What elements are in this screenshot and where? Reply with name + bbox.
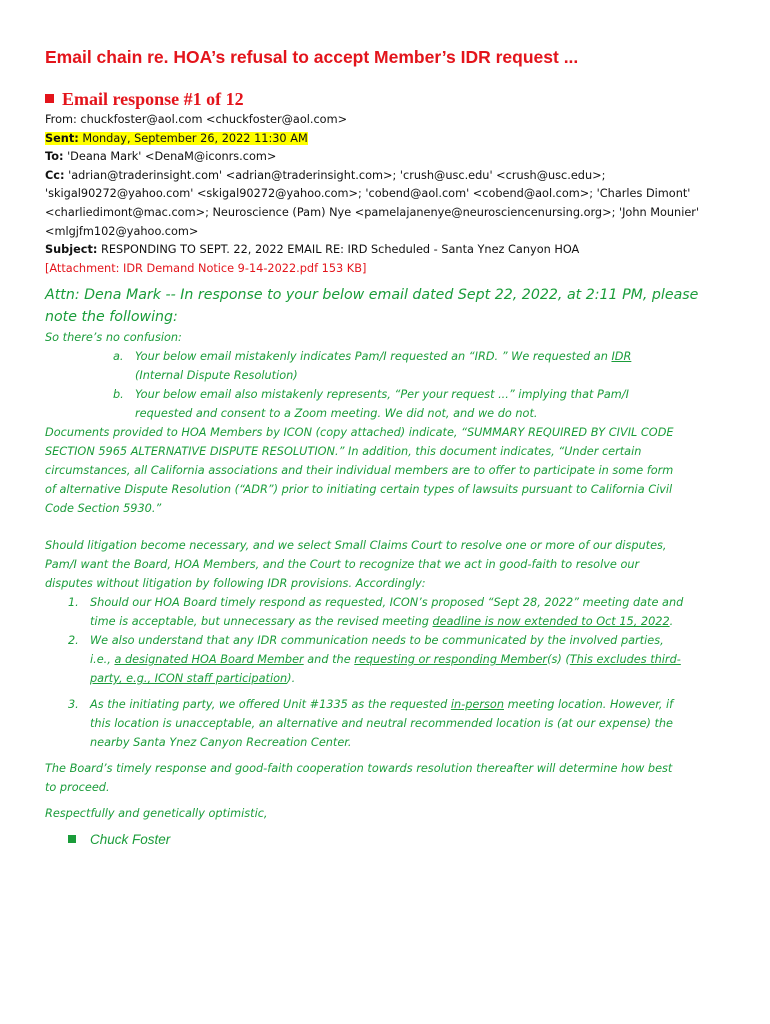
response-heading-text: Email response #1 of 12 — [62, 89, 244, 109]
board-member-link: a designated HOA Board Member — [114, 653, 304, 666]
board-line-1: The Board’s timely response and good-faith cooperation towards resolution thereafter will determine how best — [45, 762, 673, 775]
cc-line-1 — [45, 167, 745, 186]
board-line-2: to proceed. — [45, 781, 110, 794]
board-paragraph — [45, 759, 735, 797]
item-a-text-2: (Internal Dispute Resolution) — [135, 369, 298, 382]
third-party-link: party, e.g., ICON staff participation — [90, 672, 288, 685]
attachment-line: [Attachment: IDR Demand Notice 9-14-2022.pdf 153 KB] — [45, 261, 367, 275]
docs-line-3: circumstances, all California associations and their individual members are to offer to participate in some form — [45, 464, 674, 477]
list-marker-a: a. — [113, 350, 124, 363]
square-bullet-icon — [45, 94, 54, 103]
cc-line-4: <mlgjfm102@yahoo.com> — [45, 224, 199, 238]
list-marker-2: 2. — [68, 634, 79, 647]
item-3-line-3: nearby Santa Ynez Canyon Recreation Center. — [90, 736, 352, 749]
list-item-a — [45, 347, 735, 385]
page-title: Email chain re. HOA’s refusal to accept Member’s IDR request ... — [45, 47, 579, 67]
numbered-list — [45, 593, 735, 752]
cc-line-2: 'skigal90272@yahoo.com' <skigal90272@yahoo.com>; 'cobend@aol.com' <cobend@aol.com>; 'Charles Dimont' — [45, 187, 691, 201]
subject-line — [45, 241, 745, 260]
list-marker-3: 3. — [68, 698, 79, 711]
to-label: To: — [45, 150, 64, 164]
item-3-line-1-post: meeting location. However, if — [504, 698, 674, 711]
list-marker-b: b. — [113, 388, 124, 401]
docs-line-5: Code Section 5930.” — [45, 502, 162, 515]
excludes-link: This excludes third- — [569, 653, 681, 666]
square-bullet-icon — [68, 835, 76, 843]
subject-value: RESPONDING TO SEPT. 22, 2022 EMAIL RE: IRD Scheduled - Santa Ynez Canyon HOA — [97, 243, 580, 257]
item-2-line-2-mid: and the — [303, 653, 355, 666]
sent-label: Sent: — [45, 131, 79, 145]
clarification-list — [45, 347, 735, 423]
in-person-link: in-person — [450, 698, 504, 711]
item-2-line-3-post: ). — [287, 672, 296, 685]
item-2-line-2-mid2: (s) ( — [547, 653, 570, 666]
to-value: 'Deana Mark' <DenaM@iconrs.com> — [63, 150, 277, 164]
item-a-text-1: Your below email mistakenly indicates Pam/I requested an “IRD. ” We requested an — [135, 350, 612, 363]
signature — [68, 832, 170, 847]
docs-paragraph — [45, 423, 735, 518]
docs-line-4: of alternative Dispute Resolution (“ADR”) prior to initiating certain types of lawsuits pursuant to California Civil — [45, 483, 673, 496]
litigation-line-1: Should litigation become necessary, and we select Small Claims Court to resolve one or more of our disputes, — [45, 539, 667, 552]
attn-line-2: note the following: — [45, 308, 178, 325]
email-body — [45, 285, 735, 823]
paragraph-gap-small — [45, 752, 735, 759]
from-line: From: chuckfoster@aol.com <chuckfoster@aol.com> — [45, 113, 348, 126]
deadline-link: deadline is now extended to Oct 15, 2022 — [432, 615, 670, 628]
item-b-text-1: Your below email also mistakenly represents, “Per your request ...” implying that Pam/I — [135, 388, 629, 401]
response-heading — [45, 89, 244, 110]
item-b-text-2: requested and consent to a Zoom meeting. We did not, and we do not. — [135, 407, 538, 420]
docs-line-2: SECTION 5965 ALTERNATIVE DISPUTE RESOLUTION.” In addition, this document indicates, “Under certain — [45, 445, 642, 458]
litigation-line-3: disputes without litigation by following IDR provisions. Accordingly: — [45, 577, 426, 590]
idr-link: IDR — [611, 350, 632, 363]
sent-line — [45, 130, 745, 149]
item-1-line-1: Should our HOA Board timely respond as requested, ICON’s proposed “Sept 28, 2022” meeting date and — [90, 596, 684, 609]
paragraph-gap-closing — [45, 797, 735, 804]
sent-highlight — [45, 132, 308, 145]
cc-label: Cc: — [45, 168, 65, 182]
attn-line-1: Attn: Dena Mark -- In response to your below email dated Sept 22, 2022, at 2:11 PM, please — [45, 287, 699, 303]
to-line — [45, 148, 745, 167]
no-confusion-line: So there’s no confusion: — [45, 331, 182, 344]
list-item-1 — [45, 593, 735, 631]
signature-name: Chuck Foster — [90, 832, 171, 847]
docs-line-1: Documents provided to HOA Members by ICON (copy attached) indicate, “SUMMARY REQUIRED BY CIVIL CODE — [45, 426, 674, 439]
litigation-paragraph — [45, 536, 735, 593]
item-2-line-1: We also understand that any IDR communication needs to be communicated by the involved parties, — [90, 634, 664, 647]
list-item-b — [45, 385, 735, 423]
subject-label: Subject: — [45, 243, 98, 257]
cc-value-1: 'adrian@traderinsight.com' <adrian@traderinsight.com>; 'crush@usc.edu' <crush@usc.edu>; — [64, 168, 606, 182]
email-header — [45, 111, 745, 278]
item-1-line-2: time is acceptable, but unnecessary as the revised meeting — [90, 615, 433, 628]
list-item-3 — [45, 695, 735, 752]
item-2-line-2-pre: i.e., — [90, 653, 115, 666]
list-item-2 — [45, 631, 735, 688]
item-3-line-2: this location is unacceptable, an alternative and neutral recommended location is (at our expense) the — [90, 717, 673, 730]
cc-line-3: <charliedimont@mac.com>; Neuroscience (Pam) Nye <pamelajanenye@neurosciencenursing.org>; 'John Mounier' — [45, 205, 700, 219]
member-link: requesting or responding Member — [354, 653, 548, 666]
item-3-line-1-pre: As the initiating party, we offered Unit #1335 as the requested — [90, 698, 451, 711]
closing-line: Respectfully and genetically optimistic, — [45, 807, 268, 820]
litigation-line-2: Pam/I want the Board, HOA Members, and the Court to recognize that we act in good-faith to resolve our — [45, 558, 640, 571]
sent-value: Monday, September 26, 2022 11:30 AM — [78, 131, 308, 145]
list-marker-1: 1. — [68, 596, 79, 609]
paragraph-gap — [45, 518, 735, 536]
item-1-period: . — [669, 615, 674, 628]
